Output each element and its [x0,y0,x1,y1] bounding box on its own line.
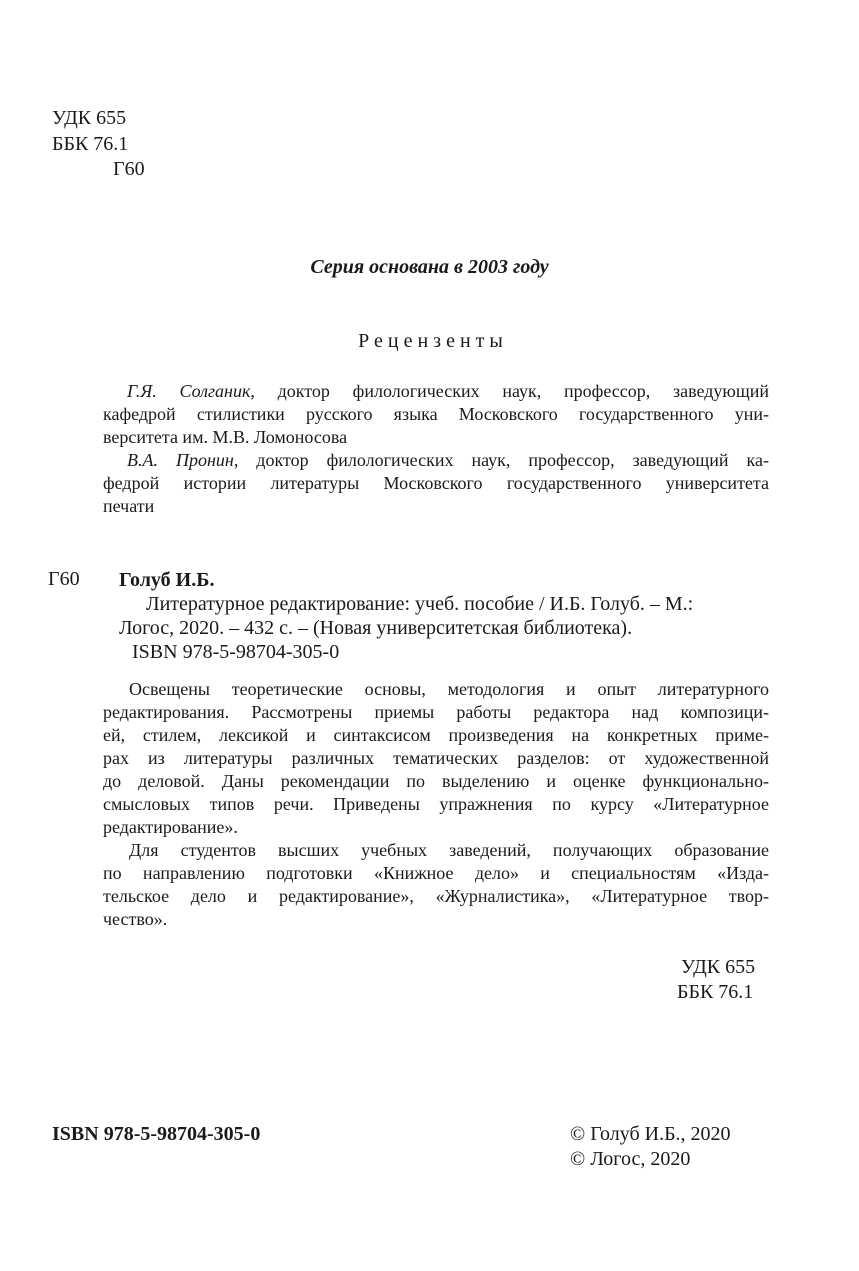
catalog-sign: Г60 [48,568,80,590]
abstract-line: до деловой. Даны рекомендации по выделению и оценке функционально- [103,771,769,791]
abstract-line: Для студентов высших учебных заведений, получающих образование [129,840,769,860]
copyright-publisher: © Логос, 2020 [570,1148,691,1170]
abstract-line: по направлению подготовки «Книжное дело» и специальностям «Изда- [103,863,769,883]
reviewer-2-name: В.А. Пронин [127,450,234,470]
catalog-author: Голуб И.Б. [119,569,215,591]
catalog-title-line: Литературное редактирование: учеб. пособие / И.Б. Голуб. – М.: [146,593,694,615]
reviewer-2-line-1 [127,449,769,472]
reviewer-1-text: , доктор филологических наук, профессор, заведующий [250,381,769,401]
reviewer-1-line-2: кафедрой стилистики русского языка Московского государственного уни- [103,404,769,424]
catalog-isbn: ISBN 978-5-98704-305-0 [132,641,340,663]
abstract-line: смысловых типов речи. Приведены упражнения по курсу «Литературное [103,794,769,814]
abstract-line: тельское дело и редактирование», «Журналистика», «Литературное твор- [103,886,769,906]
abstract-line: Освещены теоретические основы, методология и опыт литературного [129,679,769,699]
footer-bbk-code: ББК 76.1 [677,981,754,1003]
footer-udk-code: УДК 655 [681,956,756,978]
abstract-line: редактирование». [103,817,238,837]
udk-code: УДК 655 [52,107,127,129]
abstract-line: рах из литературы различных тематических разделов: от художественной [103,748,769,768]
bottom-isbn: ISBN 978-5-98704-305-0 [52,1123,261,1145]
copyright-author: © Голуб И.Б., 2020 [570,1123,731,1145]
abstract-line: редактирования. Рассмотрены приемы работы редактора над композици- [103,702,769,722]
series-note: Серия основана в 2003 году [310,256,549,278]
reviewer-2-line-3: печати [103,496,155,516]
catalog-publisher-line: Логос, 2020. – 432 с. – (Новая университетская библиотека). [119,617,633,639]
bbk-code: ББК 76.1 [52,133,129,155]
reviewer-1-name: Г.Я. Солганик [127,381,251,401]
reviewer-1-line-1 [127,380,769,403]
reviewers-title: Рецензенты [358,330,508,352]
reviewer-2-text: , доктор филологических наук, профессор, заведующий ка- [233,450,769,470]
abstract-line: чество». [103,909,168,929]
abstract-line: ей, стилем, лексикой и синтаксисом произведения на конкретных приме- [103,725,769,745]
author-sign: Г60 [113,158,145,180]
reviewer-1-line-3: верситета им. М.В. Ломоносова [103,427,348,447]
reviewer-2-line-2: федрой истории литературы Московского государственного университета [103,473,769,493]
